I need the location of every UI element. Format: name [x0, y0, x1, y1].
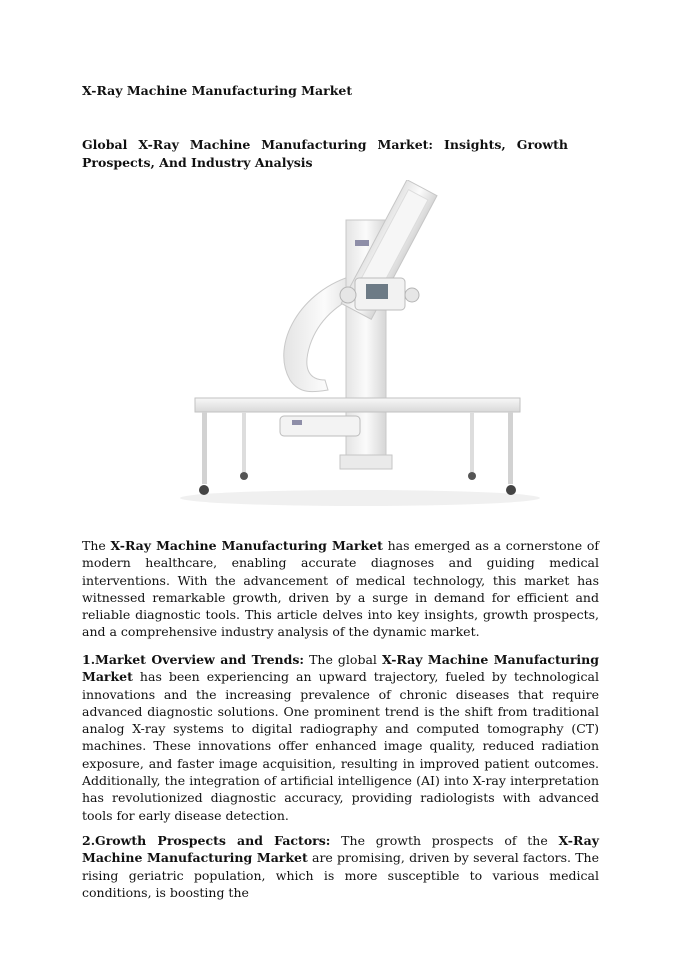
- intro-rest: has emerged as a cornerstone of modern healthcare, enabling accurate diagnoses and guiding medical interventions. With the advancement of medical technology, this market has witnessed remarkable growth, driven by a surge in demand for efficient and reliable diagnostic tools. This article delves into key insights, growth prospects, and a comprehensive industry analysis of the dynamic market.: [82, 538, 599, 640]
- section2-heading: 2.Growth Prospects and Factors:: [82, 833, 331, 848]
- section2-paragraph: [82, 832, 599, 901]
- xray-machine-icon: [150, 180, 555, 512]
- document-subtitle: Global X-Ray Machine Manufacturing Market: Insights, Growth Prospects, And Industry Analysis: [82, 137, 568, 170]
- section1-lead: The global: [304, 652, 382, 667]
- section1-heading: 1.Market Overview and Trends:: [82, 652, 305, 667]
- intro-prefix: The: [82, 538, 111, 553]
- section1-paragraph: [82, 651, 599, 824]
- intro-paragraph: [82, 537, 599, 641]
- intro-term: X-Ray Machine Manufacturing Market: [110, 538, 383, 553]
- xray-machine-figure: [150, 180, 555, 512]
- section2-rest: are promising, driven by several factors. The rising geriatric population, which is more susceptible to various medical conditions, is boosting the: [82, 850, 600, 900]
- section2-term: X-Ray Machine Manufacturing Market: [82, 833, 600, 866]
- document-title: X-Ray Machine Manufacturing Market: [82, 83, 353, 98]
- section1-term: X-Ray Machine Manufacturing Market: [82, 652, 599, 685]
- section2-lead: The growth prospects of the: [330, 833, 559, 848]
- section1-rest: has been experiencing an upward trajectory, fueled by technological innovations and the increasing prevalence of chronic diseases that require advanced diagnostic solutions. One prominent trend is the shift from traditional analog X-ray systems to digital radiography and computed tomography (CT) machines. These innovations offer enhanced image quality, reduced radiation exposure, and faster image acquisition, resulting in improved patient outcomes. Additionally, the integration of artificial intelligence (AI) into X-ray interpretation has revolutionized diagnostic accuracy, providing radiologists with advanced tools for early disease detection.: [82, 669, 599, 823]
